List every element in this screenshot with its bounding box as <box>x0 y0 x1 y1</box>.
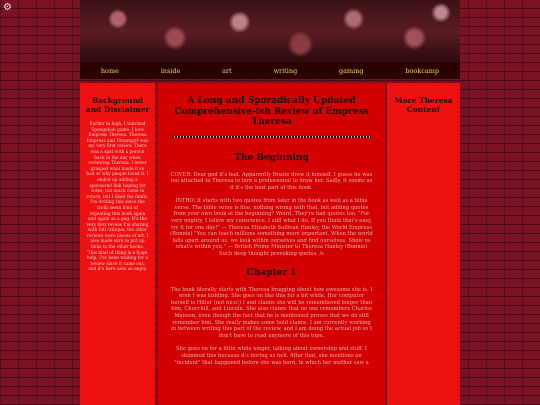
header-banner-image <box>80 0 460 63</box>
section-heading-beginning: The Beginning <box>234 152 309 163</box>
right-sidebar-title: More Theresa Content <box>394 96 453 114</box>
title-divider <box>172 136 371 138</box>
nav-link-inside[interactable]: inside <box>160 67 181 75</box>
left-sidebar-text: Earlier in high, I watched Spongebob game. I love Empress Theresa. Theresa Empress and Dreamgirl was my very first review. There was a spat with a person back in the day when reviewing Theresa. I never grasped what made it so bad or why people loved it. I ended up adding a sponsored link hoping for votes; not much came in return, but I liked the fanfic. I'm writing this since the trolls seem fond of repeating this book again and again as a gag. It's the very first review I'm sharing with full critique; the other reviews were pieces of art. I also made sure to put up links to the other books. This kind of thing is a huge help. I've been waiting for a review since it came out, and it's here now, so enjoy. <box>86 122 149 273</box>
nav-link-gaming[interactable]: gaming <box>338 67 364 75</box>
right-sidebar <box>387 83 460 405</box>
nav-link-home[interactable]: home <box>100 67 119 75</box>
paragraph-intro: INTRO: It starts with two quotes from later in the book as well as a bible verse. The bible verse is fine, nothing wrong with that, but adding quotes from your own book at the beginning? Weird. They're bad quotes too. "For very mighty, I follow my conscience. I still what I do. If you think that's easy, try it for one day!" — Theresa Elizabeth Sullivan Hanley, the World Empress (Bonnie) "You can teach millions something more important. When the world falls apart around us, we look within ourselves and find ourselves. Show us what's within you." — British Prime Minister to Theresa Hanley (Bonnie) Such deep thought provoking quotes. /s <box>170 198 373 258</box>
page-title: A Long and Sporadically Updated Comprehensive-ish Review of Empress Theresa <box>174 96 369 127</box>
page-icon: ⚙ <box>3 2 12 13</box>
left-sidebar-title: Background and Disclaimer <box>85 96 150 114</box>
nav-link-art[interactable]: art <box>222 67 232 75</box>
left-sidebar <box>80 83 155 405</box>
paragraph-cover: COVER: Dear god it's bad. Apparently Brazie drew it himself. I guess he was too attached to Theresa to hire a professional to draw her. Sadly, it seems as if it's the best part of this book. <box>170 171 373 191</box>
page-container <box>80 0 460 405</box>
nav-link-bookcamp[interactable]: bookcamp <box>405 67 440 75</box>
nav-bar <box>80 63 460 79</box>
paragraph-chapter-1-b: She goes on for a little while longer, talking about ownership and stuff. I skimmed this because it's boring as hell. After that, she mentions an "incident" that happened before she was born, in which her mother saw a <box>174 346 369 366</box>
paragraph-chapter-1-a: The book literally starts with Theresa bragging about how awesome she is. I wish I was kidding. She goes on like this for a bit while. Her computer herself is Hitler (not nice!) I and claims she will be remembered longer than him, Churchill, and Lincoln. She also claims that no one remembers Charles Manson, even though the fact that he is mentioned proves that we do still remember him. She really makes some bold claims. I am currently working in between writing this part of the review, and I am doing the actual job so I don't have to read anymore of this tope. <box>170 286 373 339</box>
main-content <box>158 83 385 405</box>
nav-link-writing[interactable]: writing <box>273 67 298 75</box>
section-heading-chapter-1: Chapter 1 <box>246 267 297 278</box>
